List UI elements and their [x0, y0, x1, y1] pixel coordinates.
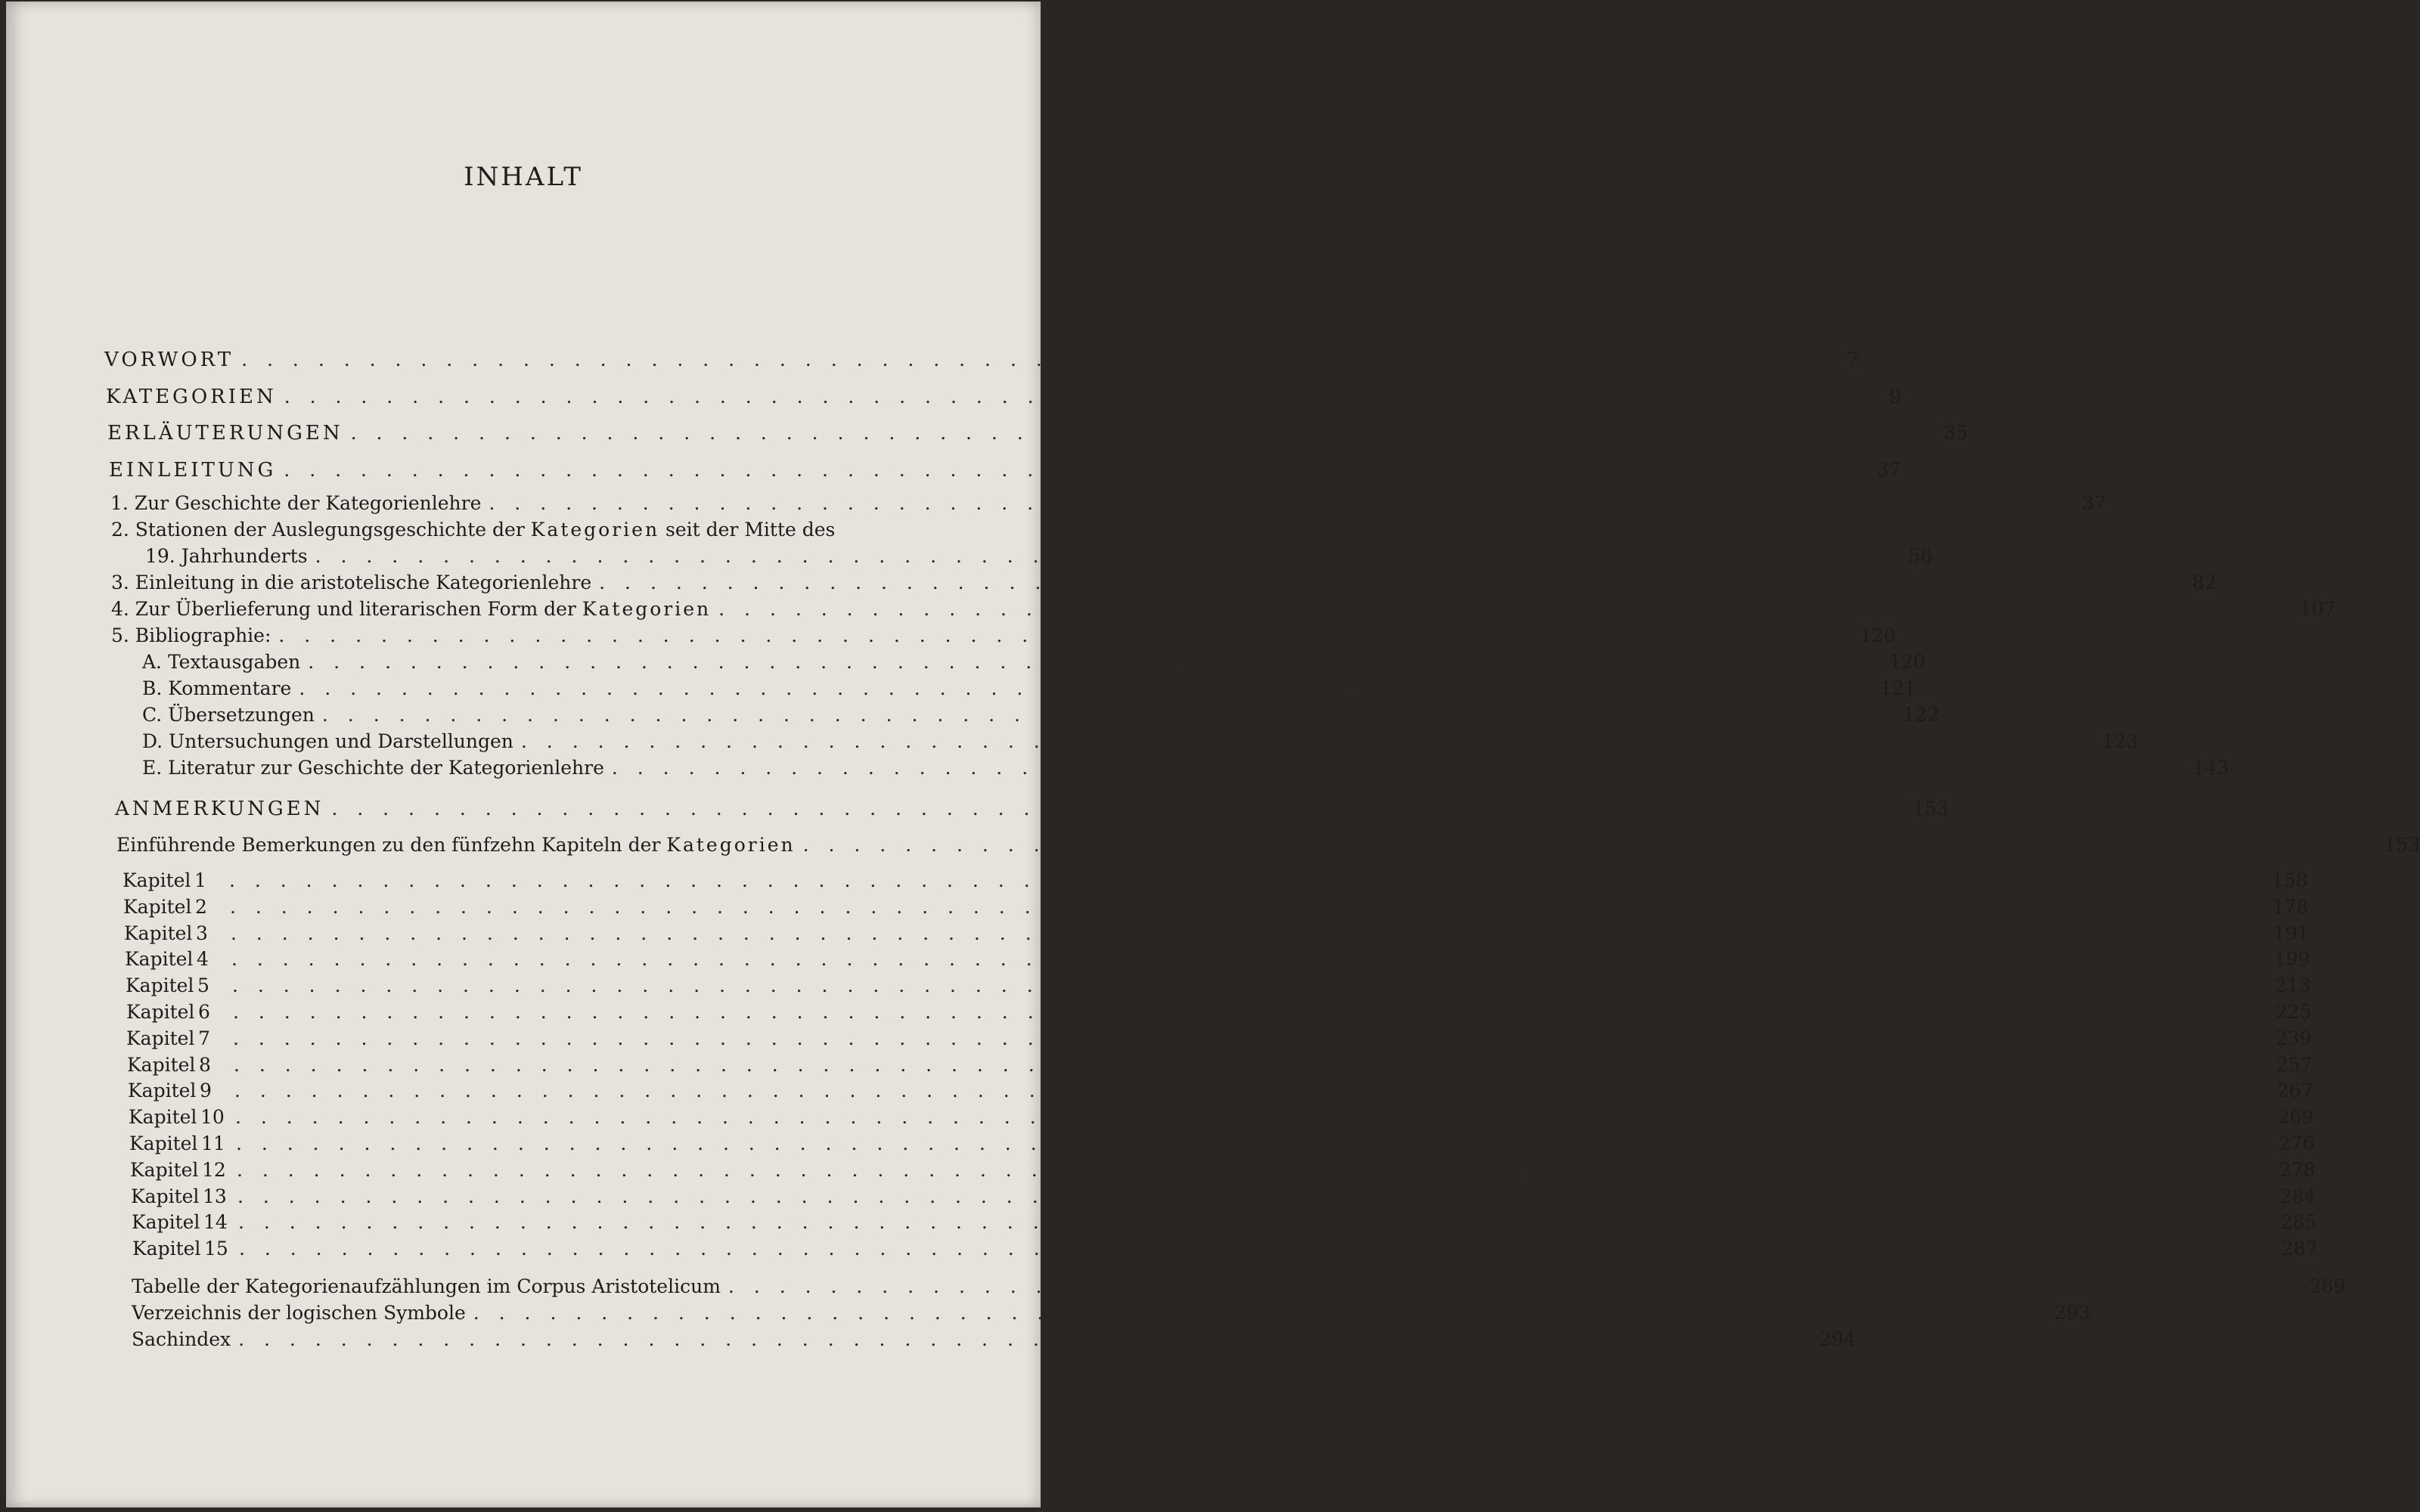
dot-leader: . . . . . . . . . . . . . . . . . . . . . . . . . . . . . . . . . . . . . . . . . . . . . . . . . . . . . . . . . . . . . . . . . . . . . . . . . . . . . . . .: [233, 1027, 2271, 1049]
toc-page-number: 199: [2273, 948, 2310, 971]
toc-entry-bib-b: [142, 677, 1916, 701]
chapter-number: 5: [197, 974, 209, 997]
toc-entry-chapter: [129, 1132, 2315, 1156]
chapter-number: 12: [202, 1158, 226, 1181]
toc-entry-einleitung-2-line1: [111, 518, 835, 542]
toc-entry-erlaeuterungen: [107, 421, 1969, 445]
dot-leader: . . . . . . . . . . . . . . . . . . . . . . . . . . . . . . . . . . . . . . . . . . . . . . . . . . . . . . . . . . . . . .: [331, 798, 1908, 820]
toc-label: 1. Zur Geschichte der Kategorienlehre: [110, 492, 482, 514]
toc-label: D. Untersuchungen und Darstellungen: [142, 730, 513, 752]
toc-entry-vorwort: [104, 348, 1859, 372]
toc-entry-intro-remarks: [116, 833, 2420, 857]
dot-leader: . . . . . . . . . . . . . . . . . . . . . . . . . . . . . . . . . . . . . . . . . . . . . . . . . . . . . . . . . . . . . .: [599, 572, 2176, 593]
toc-label-spaced: Kategorien: [666, 834, 796, 856]
toc-label-part: Einführende Bemerkungen zu den fünfzehn Kapiteln der: [116, 834, 667, 856]
dot-leader: . . . . . . . . . . . . . . . . . . . . . . . . . . . . . . . . . . . . . . . . . . . . . . . . . . . . . . . . . . . . . .: [728, 1275, 2305, 1297]
dot-leader: . . . . . . . . . . . . . . . . . . . . . . . . . . . . . . . . . . . . . . . . . . . . . . . . . . . . . . . . . . . . . . . . . . . . . . . . . . . . . . . .: [236, 1132, 2274, 1154]
chapter-number: 14: [203, 1211, 228, 1234]
toc-label: Kapitel: [126, 974, 194, 997]
toc-label: Kapitel: [128, 1080, 197, 1102]
toc-page-number: 37: [2082, 492, 2106, 514]
chapter-number: 9: [200, 1080, 212, 1102]
toc-label: Sachindex: [132, 1328, 231, 1350]
toc-label-spaced: Kategorien: [530, 519, 660, 541]
dot-leader: . . . . . . . . . . . . . . . . . . . . . . . . . . . . . . . . . . . . . . . . . . . . . . . . . . . . . . . . . . . . . . . . . . . . . . . . . . . . . . . .: [234, 1053, 2272, 1076]
toc-label: Kapitel: [123, 895, 192, 918]
toc-page-number: 294: [1819, 1328, 1856, 1350]
dot-leader: . . . . . . . . . . . . . . . . . . . . . . . . . . . . . . . . . . . . . . . . . . . . . . . . . . . . . . . . . . . . . .: [718, 598, 2295, 620]
toc-page-number: 37: [1876, 459, 1901, 481]
toc-entry-einleitung-3: [111, 571, 2217, 595]
toc-label: Kapitel: [126, 1001, 195, 1023]
dot-leader: . . . . . . . . . . . . . . . . . . . . . . . . . . . . . . . . . . . . . . . . . . . . . . . . . . . . . . . . . . . . . .: [473, 1302, 2050, 1324]
toc-entry-chapter: [126, 1027, 2312, 1051]
dot-leader: . . . . . . . . . . . . . . . . . . . . . . . . . . . . . . . . . . . . . . . . . . . . . . . . . . . . . . . . . . . . . . . . . . . . . . . . . . . . . . . .: [237, 1158, 2275, 1181]
toc-page-number: 153: [1913, 798, 1949, 820]
toc-label: E. Literatur zur Geschichte der Kategorienlehre: [142, 757, 604, 779]
toc-page-number: 9: [1889, 386, 1902, 407]
toc-page-number: 178: [2272, 895, 2309, 918]
toc-label-part: seit der Mitte des: [659, 519, 836, 541]
toc-label: ANMERKUNGEN: [115, 798, 324, 820]
toc-page-number: 269: [2277, 1106, 2314, 1129]
toc-page-number: 107: [2299, 598, 2336, 620]
toc-label: KATEGORIEN: [106, 386, 277, 408]
toc-page-number: 239: [2275, 1027, 2312, 1049]
chapter-number: 1: [194, 869, 206, 891]
toc-label: [116, 833, 796, 857]
toc-entry-bib-d: [142, 730, 2139, 754]
book-page: [6, 2, 2420, 1507]
toc-label: 19. Jahrhunderts: [145, 545, 308, 567]
toc-entry-chapter: [131, 1185, 2316, 1209]
toc-label: Kapitel: [126, 1027, 195, 1049]
toc-page-number: 122: [1903, 704, 1940, 726]
toc-label: Verzeichnis der logischen Symbole: [132, 1302, 466, 1324]
toc-page-number: 56: [1908, 545, 1933, 567]
toc-entry-chapter: [130, 1158, 2316, 1182]
dot-leader: . . . . . . . . . . . . . . . . . . . . . . . . . . . . . . . . . . . . . . . . . . . . . . . . . . . . . . . . . . . . . . . . . . . . . . . . . . . . . . . .: [235, 1106, 2273, 1129]
toc-page-number: 158: [2271, 869, 2308, 891]
toc-label: Kapitel: [132, 1211, 200, 1234]
toc-page-number: 285: [2280, 1211, 2317, 1234]
toc-page-number: 7: [1846, 349, 1859, 370]
toc-entry-chapter: [123, 895, 2309, 919]
toc-entry-chapter: [132, 1210, 2317, 1235]
chapter-number: 10: [200, 1106, 225, 1129]
toc-label: Kapitel: [131, 1185, 200, 1207]
toc-page-number: 276: [2278, 1132, 2315, 1154]
toc-entry-einleitung-2: [145, 544, 1933, 569]
dot-leader: . . . . . . . . . . . . . . . . . . . . . . . . . . . . . . . . . . . . . . . . . . . . . . . . . . . . . . . . . . . . . . . . . . . . . . . . . . . . . . . .: [231, 922, 2269, 944]
toc-page-number: 120: [1889, 651, 1925, 673]
dot-leader: . . . . . . . . . . . . . . . . . . . . . . . . . . . . . . . . . . . . . . . . . . . . . . . . . . . . . . . . . . . . . .: [802, 834, 2380, 856]
toc-label: Tabelle der Kategorienaufzählungen im Corpus Aristotelicum: [132, 1275, 721, 1297]
dot-leader: . . . . . . . . . . . . . . . . . . . . . . . . . . . . . . . . . . . . . . . . . . . . . . . . . . . . . . . . . . . . . .: [299, 677, 1876, 699]
toc-entry-chapter: [127, 1053, 2313, 1077]
dot-leader: . . . . . . . . . . . . . . . . . . . . . . . . . . . . . . . . . . . . . . . . . . . . . . . . . . . . . . . . . . . . . . . . . . . . . . . . . . . . . . . .: [234, 1080, 2273, 1102]
toc-page-number: 225: [2275, 1001, 2312, 1023]
toc-label: 5. Bibliographie:: [111, 624, 271, 646]
toc-entry-einleitung-5: [111, 624, 1896, 648]
chapter-number: 4: [197, 948, 209, 971]
dot-leader: . . . . . . . . . . . . . . . . . . . . . . . . . . . . . . . . . . . . . . . . . . . . . . . . . . . . . . . . . . . . . .: [350, 422, 1928, 444]
toc-label: Kapitel: [123, 869, 191, 891]
toc-label: Kapitel: [129, 1132, 198, 1154]
toc-entry-chapter: [129, 1105, 2314, 1129]
chapter-number: 6: [198, 1001, 210, 1023]
dot-leader: . . . . . . . . . . . . . . . . . . . . . . . . . . . . . . . . . . . . . . . . . . . . . . . . . . . . . . . . . . . . . .: [321, 704, 1899, 726]
dot-leader: . . . . . . . . . . . . . . . . . . . . . . . . . . . . . . . . . . . . . . . . . . . . . . . . . . . . . . . . . . . . . . . . . . . . . . . . . . . . . . . .: [233, 1001, 2271, 1023]
toc-page-number: 287: [2281, 1238, 2318, 1260]
table-of-contents: [6, 2, 2420, 1507]
toc-entry-bib-c: [142, 703, 1940, 727]
toc-entry-chapter: [123, 869, 2308, 893]
toc-label: Kapitel: [127, 1053, 196, 1076]
toc-label: Kapitel: [125, 948, 194, 971]
dot-leader: . . . . . . . . . . . . . . . . . . . . . . . . . . . . . . . . . . . . . . . . . . . . . . . . . . . . . . . . . . . . . .: [611, 757, 2189, 779]
toc-page-number: 278: [2279, 1158, 2316, 1181]
toc-entry-kategorien: [106, 385, 1902, 409]
dot-leader: . . . . . . . . . . . . . . . . . . . . . . . . . . . . . . . . . . . . . . . . . . . . . . . . . . . . . . . . . . . . . . . . . . . . . . . . . . . . . . . .: [239, 1238, 2277, 1260]
toc-label: B. Kommentare: [142, 677, 292, 699]
dot-leader: . . . . . . . . . . . . . . . . . . . . . . . . . . . . . . . . . . . . . . . . . . . . . . . . . . . . . . . . . . . . . .: [315, 545, 1892, 567]
toc-page-number: 153: [2384, 834, 2420, 856]
toc-label: Kapitel: [132, 1238, 201, 1260]
dot-leader: . . . . . . . . . . . . . . . . . . . . . . . . . . . . . . . . . . . . . . . . . . . . . . . . . . . . . . . . . . . . . . . . . . . . . . . . . . . . . . . .: [238, 1211, 2276, 1234]
toc-entry-chapter: [126, 974, 2311, 998]
chapter-number: 8: [199, 1053, 211, 1076]
chapter-number: 11: [201, 1132, 225, 1154]
toc-label: [111, 597, 711, 621]
toc-entry-bib-e: [142, 756, 2229, 780]
dot-leader: . . . . . . . . . . . . . . . . . . . . . . . . . . . . . . . . . . . . . . . . . . . . . . . . . . . . . . . . . . . . . .: [238, 1328, 1815, 1350]
toc-page-number: 284: [2279, 1185, 2316, 1207]
toc-page-number: 82: [2192, 572, 2217, 593]
chapter-number: 2: [195, 895, 207, 918]
chapter-number: 13: [203, 1185, 227, 1207]
toc-page-number: 123: [2102, 730, 2139, 752]
toc-entry-chapter: [132, 1237, 2318, 1261]
toc-page-number: 143: [2192, 757, 2229, 779]
toc-label-part: 4. Zur Überlieferung und literarischen Form der: [111, 598, 582, 620]
toc-entry-chapter: [124, 922, 2310, 946]
toc-entry-appendix-symbols: [132, 1301, 2091, 1325]
chapter-number: 7: [198, 1027, 210, 1049]
dot-leader: . . . . . . . . . . . . . . . . . . . . . . . . . . . . . . . . . . . . . . . . . . . . . . . . . . . . . . . . . . . . . . . . . . . . . . . . . . . . . . . .: [230, 895, 2268, 918]
toc-entry-einleitung-4: [111, 597, 2336, 621]
toc-label-part: 2. Stationen der Auslegungsgeschichte der: [111, 519, 531, 541]
dot-leader: . . . . . . . . . . . . . . . . . . . . . . . . . . . . . . . . . . . . . . . . . . . . . . . . . . . . . . . . . . . . . .: [308, 651, 1885, 673]
toc-entry-appendix-table: [132, 1275, 2346, 1299]
toc-label: 3. Einleitung in die aristotelische Kategorienlehre: [111, 572, 592, 593]
toc-entry-chapter: [126, 1000, 2312, 1024]
dot-leader: . . . . . . . . . . . . . . . . . . . . . . . . . . . . . . . . . . . . . . . . . . . . . . . . . . . . . . . . . . . . . .: [241, 349, 1818, 370]
dot-leader: . . . . . . . . . . . . . . . . . . . . . . . . . . . . . . . . . . . . . . . . . . . . . . . . . . . . . . . . . . . . . . . . . . . . . . . . . . . . . . . .: [237, 1185, 2276, 1207]
toc-entry-bib-a: [142, 650, 1925, 674]
page-title: INHALT: [464, 162, 583, 192]
toc-page-number: 293: [2054, 1302, 2091, 1324]
toc-label: C. Übersetzungen: [142, 704, 315, 726]
toc-page-number: 267: [2276, 1080, 2313, 1102]
dot-leader: . . . . . . . . . . . . . . . . . . . . . . . . . . . . . . . . . . . . . . . . . . . . . . . . . . . . . . . . . . . . . .: [284, 386, 1861, 407]
toc-entry-anmerkungen: [115, 797, 1949, 821]
toc-label: Kapitel: [129, 1106, 197, 1129]
toc-page-number: 121: [1880, 677, 1916, 699]
toc-page-number: 257: [2276, 1053, 2313, 1076]
toc-entry-chapter: [125, 947, 2310, 971]
toc-page-number: 213: [2274, 974, 2311, 997]
dot-leader: . . . . . . . . . . . . . . . . . . . . . . . . . . . . . . . . . . . . . . . . . . . . . . . . . . . . . . . . . . . . . .: [284, 459, 1860, 481]
toc-page-number: 191: [2273, 922, 2310, 944]
toc-page-number: 289: [2309, 1275, 2346, 1297]
toc-label: A. Textausgaben: [142, 651, 301, 673]
toc-entry-chapter: [128, 1079, 2313, 1103]
toc-label: EINLEITUNG: [109, 459, 277, 482]
toc-entry-einleitung-1: [110, 491, 2106, 516]
toc-label: ERLÄUTERUNGEN: [107, 422, 343, 445]
dot-leader: . . . . . . . . . . . . . . . . . . . . . . . . . . . . . . . . . . . . . . . . . . . . . . . . . . . . . . . . . . . . . .: [278, 624, 1855, 646]
dot-leader: . . . . . . . . . . . . . . . . . . . . . . . . . . . . . . . . . . . . . . . . . . . . . . . . . . . . . . . . . . . . . .: [520, 730, 2098, 752]
toc-entry-appendix-index: [132, 1328, 1856, 1352]
toc-entry-einleitung: [109, 458, 1901, 482]
dot-leader: . . . . . . . . . . . . . . . . . . . . . . . . . . . . . . . . . . . . . . . . . . . . . . . . . . . . . . . . . . . . . . . . . . . . . . . . . . . . . . . .: [232, 974, 2270, 997]
dot-leader: . . . . . . . . . . . . . . . . . . . . . . . . . . . . . . . . . . . . . . . . . . . . . . . . . . . . . . . . . . . . . . . . . . . . . . . . . . . . . . . .: [231, 948, 2270, 971]
dot-leader: . . . . . . . . . . . . . . . . . . . . . . . . . . . . . . . . . . . . . . . . . . . . . . . . . . . . . . . . . . . . . . . . . . . . . . . . . . . . . . . .: [229, 869, 2267, 891]
dot-leader: . . . . . . . . . . . . . . . . . . . . . . . . . . . . . . . . . . . . . . . . . . . . . . . . . . . . . . . . . . . . . .: [489, 492, 2065, 514]
chapter-number: 15: [204, 1238, 228, 1260]
toc-label: Kapitel: [124, 922, 193, 944]
toc-page-number: 35: [1944, 422, 1969, 444]
toc-page-number: 120: [1860, 624, 1896, 646]
toc-label: Kapitel: [130, 1158, 199, 1181]
toc-label-spaced: Kategorien: [582, 598, 712, 620]
chapter-number: 3: [196, 922, 208, 944]
toc-label: VORWORT: [104, 349, 234, 371]
